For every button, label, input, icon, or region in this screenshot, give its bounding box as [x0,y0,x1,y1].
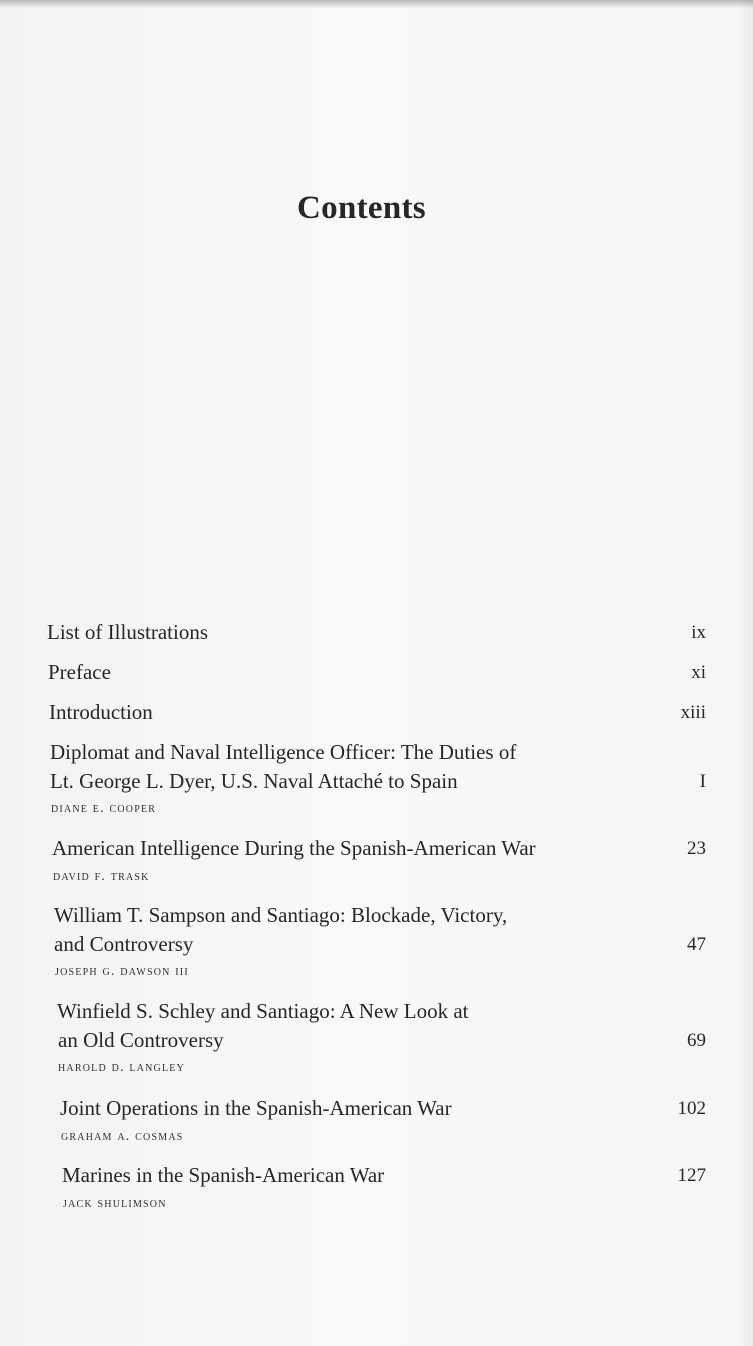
toc-entry-page: xiii [680,702,706,723]
toc-entry-title-line-1: Diplomat and Naval Intelligence Officer: The Duties of [50,740,517,764]
toc-entry-title-line-2: an Old Controversy [58,1028,224,1052]
toc-entry-title-line-1: William T. Sampson and Santiago: Blockade, Victory, [54,903,508,927]
toc-entry-author: joseph g. dawson iii [55,964,189,979]
toc-entry-title: Marines in the Spanish-American War [62,1163,385,1187]
toc-entry-page: I [699,771,706,792]
toc-entry-author: jack shulimson [63,1196,167,1211]
toc-entry-page: xi [691,662,706,683]
toc-entry-page: 47 [687,934,706,955]
toc-entry-author: harold d. langley [58,1060,185,1075]
toc-entry-title: List of Illustrations [47,620,208,644]
toc-entry-page: 102 [677,1098,706,1119]
toc-entry-title: Introduction [49,700,153,724]
toc-entry-page: 127 [677,1165,706,1186]
toc-entry-title-line-2: Lt. George L. Dyer, U.S. Naval Attaché to Spain [50,769,458,793]
page-top-edge [0,0,753,8]
toc-entry-title: Preface [48,660,111,684]
toc-entry-author: diane e. cooper [51,801,157,816]
toc-entry-page: ix [691,622,706,643]
toc-entry-title-line-2: and Controversy [54,932,194,956]
page-edge-shadow [739,0,753,1346]
toc-entry-page: 23 [687,838,706,859]
toc-entry-title: American Intelligence During the Spanish-American War [52,836,536,860]
toc-entry-author: graham a. cosmas [61,1129,184,1144]
toc-entry-page: 69 [687,1030,706,1051]
toc-entry-title: Joint Operations in the Spanish-American War [60,1096,452,1120]
toc-entry-author: david f. trask [53,869,150,884]
toc-entry-title-line-1: Winfield S. Schley and Santiago: A New Look at [57,999,469,1023]
page-title: Contents [297,190,426,226]
